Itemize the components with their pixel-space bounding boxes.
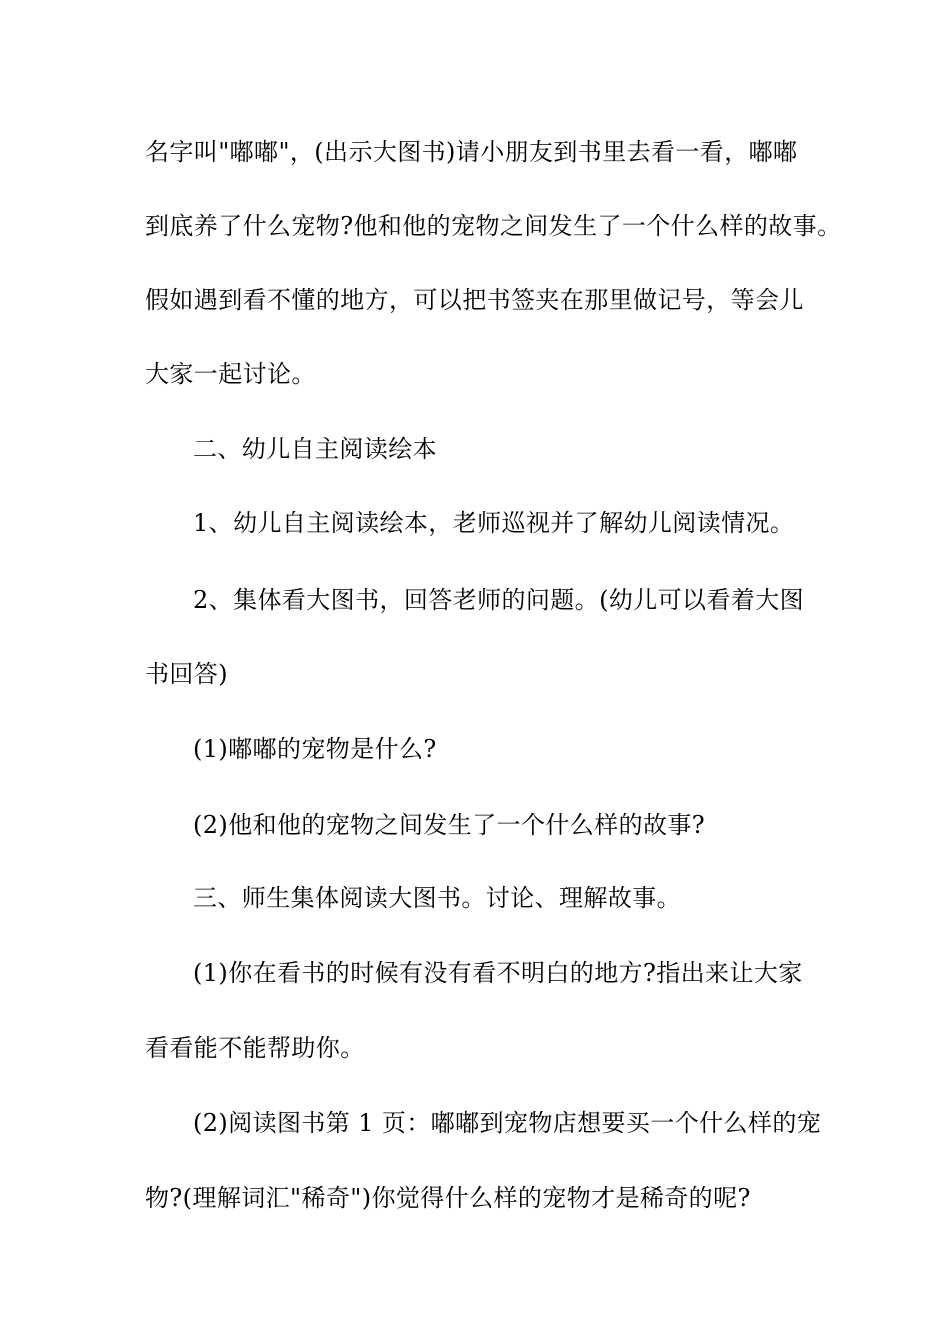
paragraph-line: 物?(理解词汇"稀奇")你觉得什么样的宠物才是稀奇的呢? <box>145 1184 751 1212</box>
paragraph-line: 书回答) <box>145 660 228 688</box>
paragraph-line: 看看能不能帮助你。 <box>145 1034 365 1062</box>
section-heading: 二、幼儿自主阅读绘本 <box>193 435 437 463</box>
question-item: (1)你在看书的时候有没有看不明白的地方?指出来让大家 <box>193 959 803 987</box>
question-item: (2)阅读图书第 1 页：嘟嘟到宠物店想要买一个什么样的宠 <box>193 1109 822 1137</box>
paragraph-line: 到底养了什么宠物?他和他的宠物之间发生了一个什么样的故事。 <box>145 212 842 240</box>
paragraph-line: 名字叫"嘟嘟"，(出示大图书)请小朋友到书里去看一看，嘟嘟 <box>145 138 798 166</box>
paragraph-line: 假如遇到看不懂的地方，可以把书签夹在那里做记号，等会儿 <box>145 286 804 314</box>
list-item: 1、幼儿自主阅读绘本，老师巡视并了解幼儿阅读情况。 <box>193 509 795 537</box>
list-item: 2、集体看大图书，回答老师的问题。(幼儿可以看着大图 <box>193 586 805 614</box>
question-item: (2)他和他的宠物之间发生了一个什么样的故事? <box>193 811 706 839</box>
paragraph-line: 大家一起讨论。 <box>145 360 316 388</box>
section-heading: 三、师生集体阅读大图书。讨论、理解故事。 <box>193 884 681 912</box>
question-item: (1)嘟嘟的宠物是什么? <box>193 735 437 763</box>
